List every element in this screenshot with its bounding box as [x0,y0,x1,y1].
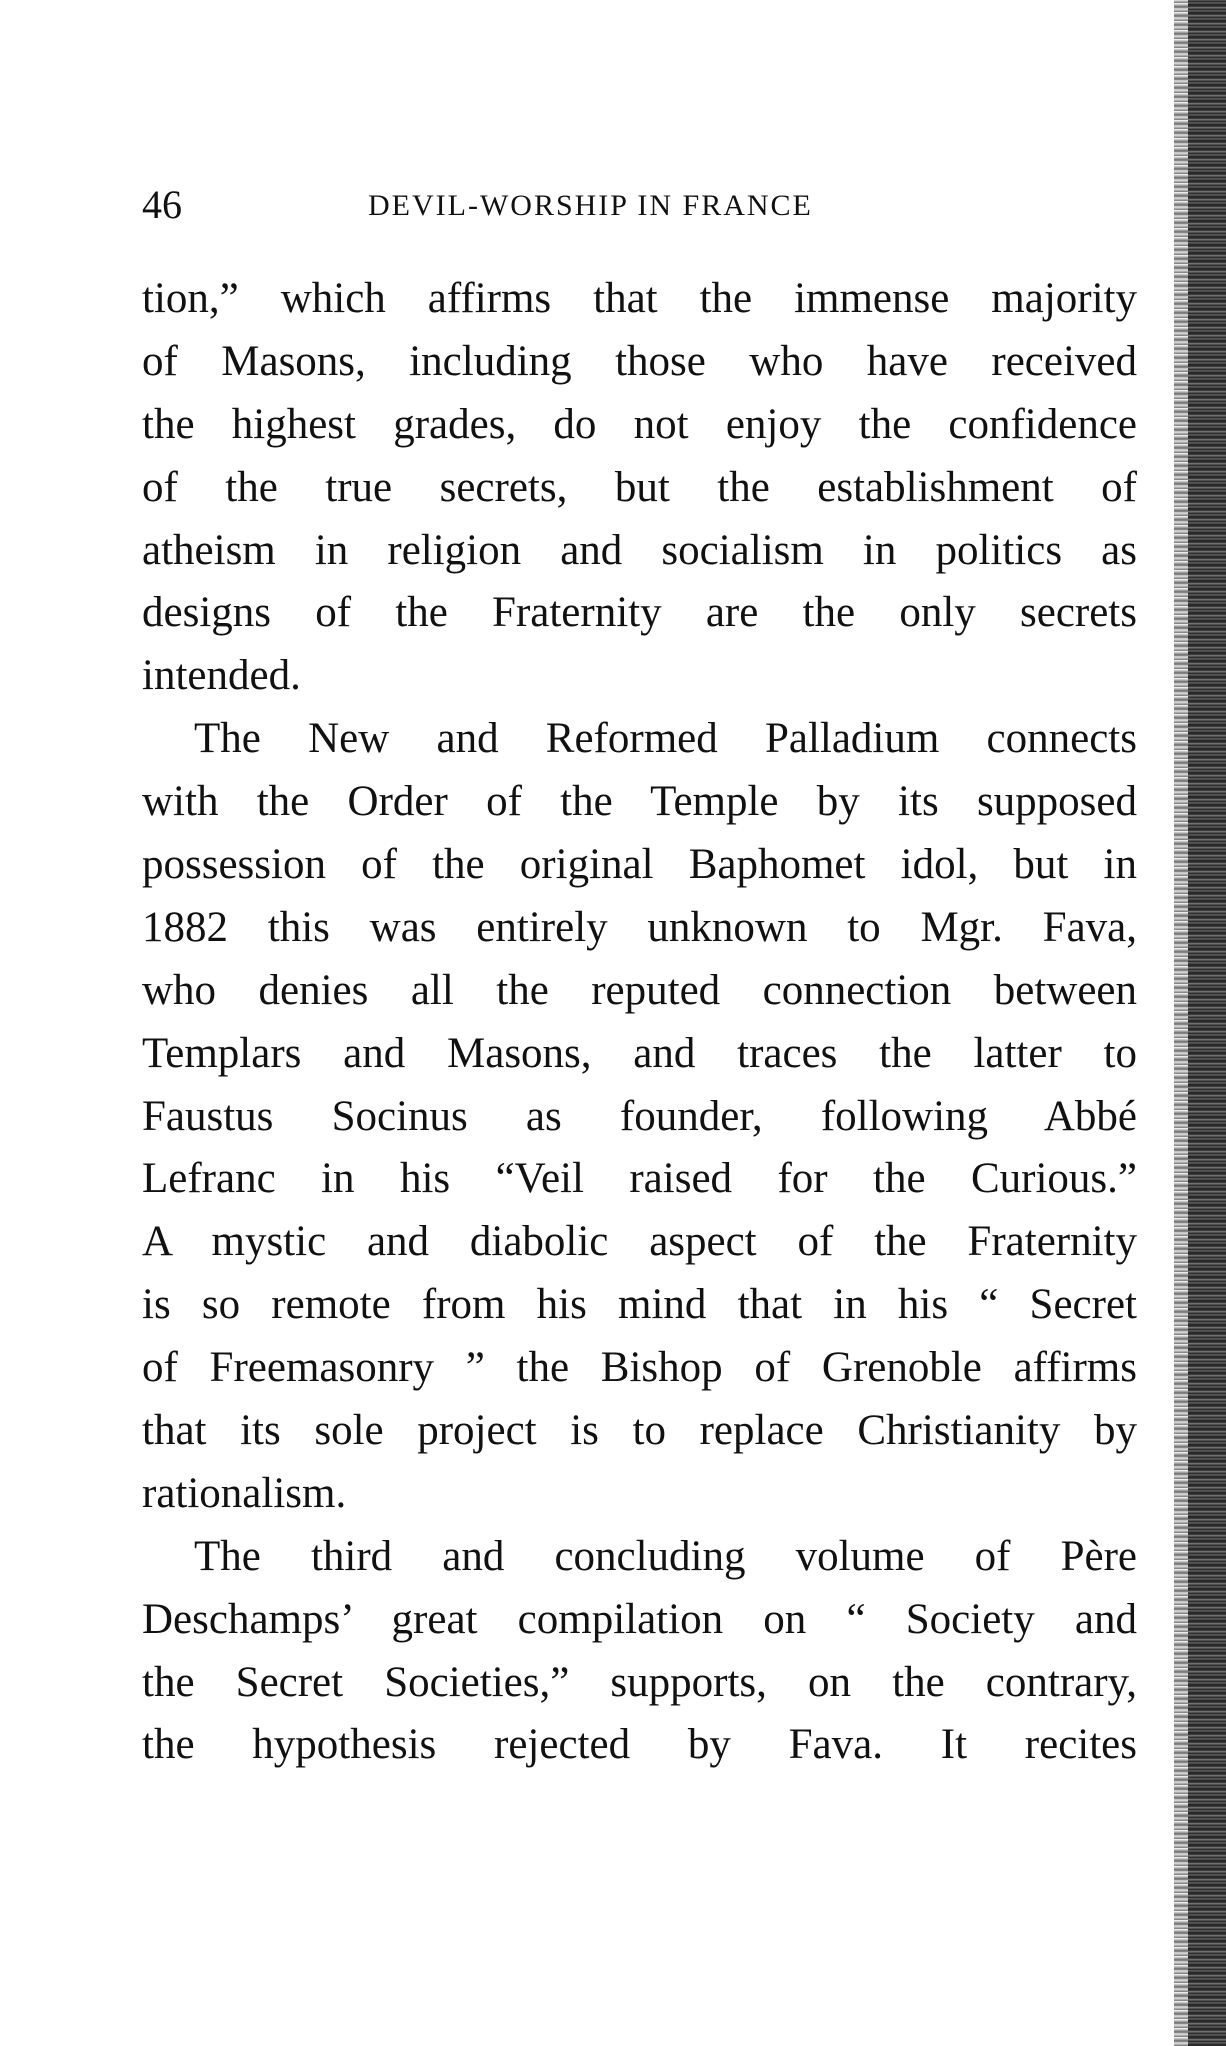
text-line: with the Order of the Temple by its supposed [142,778,1137,826]
text-line: Lefranc in his “Veil raised for the Curious.” [142,1155,1137,1203]
text-line: of the true secrets, but the establishment of [142,463,1137,511]
text-line: intended. [142,652,301,700]
text-line: 1882 this was entirely unknown to Mgr. Fava, [142,903,1137,951]
text-line: atheism in religion and socialism in politics as [142,526,1137,574]
text-line: The third and concluding volume of Père [194,1532,1137,1580]
text-line: of Masons, including those who have received [142,337,1137,385]
text-line: designs of the Fraternity are the only secrets [142,589,1137,637]
page-edge-shadow [1174,0,1188,2046]
text-line: The New and Reformed Palladium connects [194,715,1137,763]
text-line: possession of the original Baphomet idol, but in [142,841,1137,889]
text-line: tion,” which affirms that the immense majority [142,275,1137,322]
text-line: Faustus Socinus as founder, following Abbé [142,1092,1137,1140]
page-edge [1188,0,1226,2046]
page-number: 46 [142,182,182,227]
text-line: rationalism. [142,1469,347,1517]
text-line: who denies all the reputed connection between [142,966,1137,1014]
body-text [142,268,1137,1777]
text-line: the Secret Societies,” supports, on the contrary, [142,1658,1137,1706]
text-line: is so remote from his mind that in his “ Secret [142,1281,1137,1329]
text-line: the highest grades, do not enjoy the confidence [142,400,1137,448]
running-title: DEVIL-WORSHIP IN FRANCE [368,189,813,222]
text-line: that its sole project is to replace Christianity by [142,1407,1137,1455]
text-line: Deschamps’ great compilation on “ Society and [142,1595,1137,1643]
text-line: of Freemasonry ” the Bishop of Grenoble affirms [142,1344,1137,1392]
text-line: the hypothesis rejected by Fava. It recites [142,1721,1137,1769]
text-line: A mystic and diabolic aspect of the Fraternity [142,1218,1137,1266]
page-header [142,180,1132,230]
text-line: Templars and Masons, and traces the latter to [142,1029,1137,1077]
